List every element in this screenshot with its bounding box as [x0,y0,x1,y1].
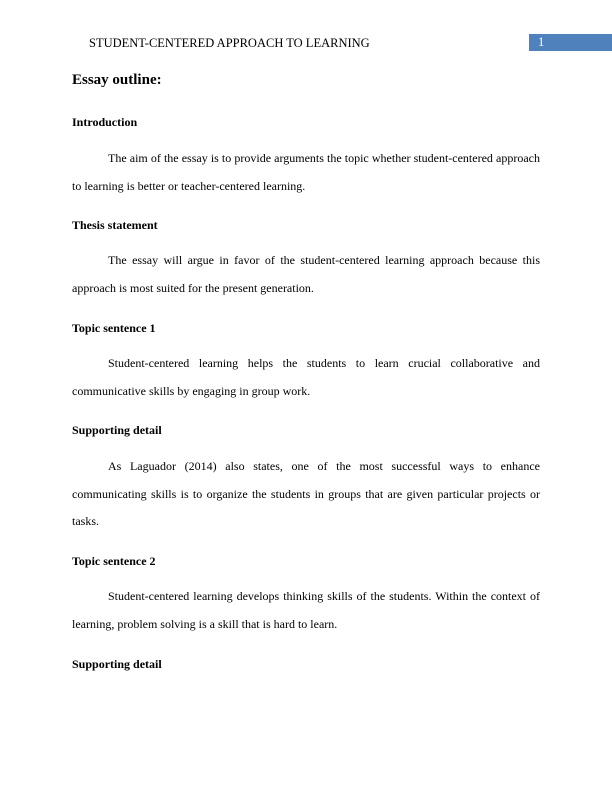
heading-topic-sentence-2: Topic sentence 2 [72,554,156,568]
paragraph-thesis-statement: The essay will argue in favor of the student-centered learning approach because this approach is most suited for the present generation. [72,253,540,295]
paragraph-supporting-detail-1: As Laguador (2014) also states, one of the most successful ways to enhance communicating skills is to organize the students in groups that are given particular projects or tasks. [72,459,540,529]
heading-topic-sentence-1: Topic sentence 1 [72,321,156,335]
outline-title: Essay outline: [72,72,162,88]
paragraph-topic-sentence-1: Student-centered learning helps the students to learn crucial collaborative and communicative skills by engaging in group work. [72,356,540,398]
page-number-bar [529,34,612,51]
paragraph-topic-sentence-2: Student-centered learning develops thinking skills of the students. Within the context of learning, problem solving is a skill that is hard to learn. [72,589,540,631]
heading-supporting-detail-1: Supporting detail [72,423,162,437]
paragraph-introduction: The aim of the essay is to provide arguments the topic whether student-centered approach to learning is better or teacher-centered learning. [72,151,540,193]
running-head: STUDENT-CENTERED APPROACH TO LEARNING [89,36,370,50]
heading-introduction: Introduction [72,115,138,129]
page-number: 1 [538,35,545,49]
heading-supporting-detail-2: Supporting detail [72,657,162,671]
heading-thesis-statement: Thesis statement [72,218,158,232]
